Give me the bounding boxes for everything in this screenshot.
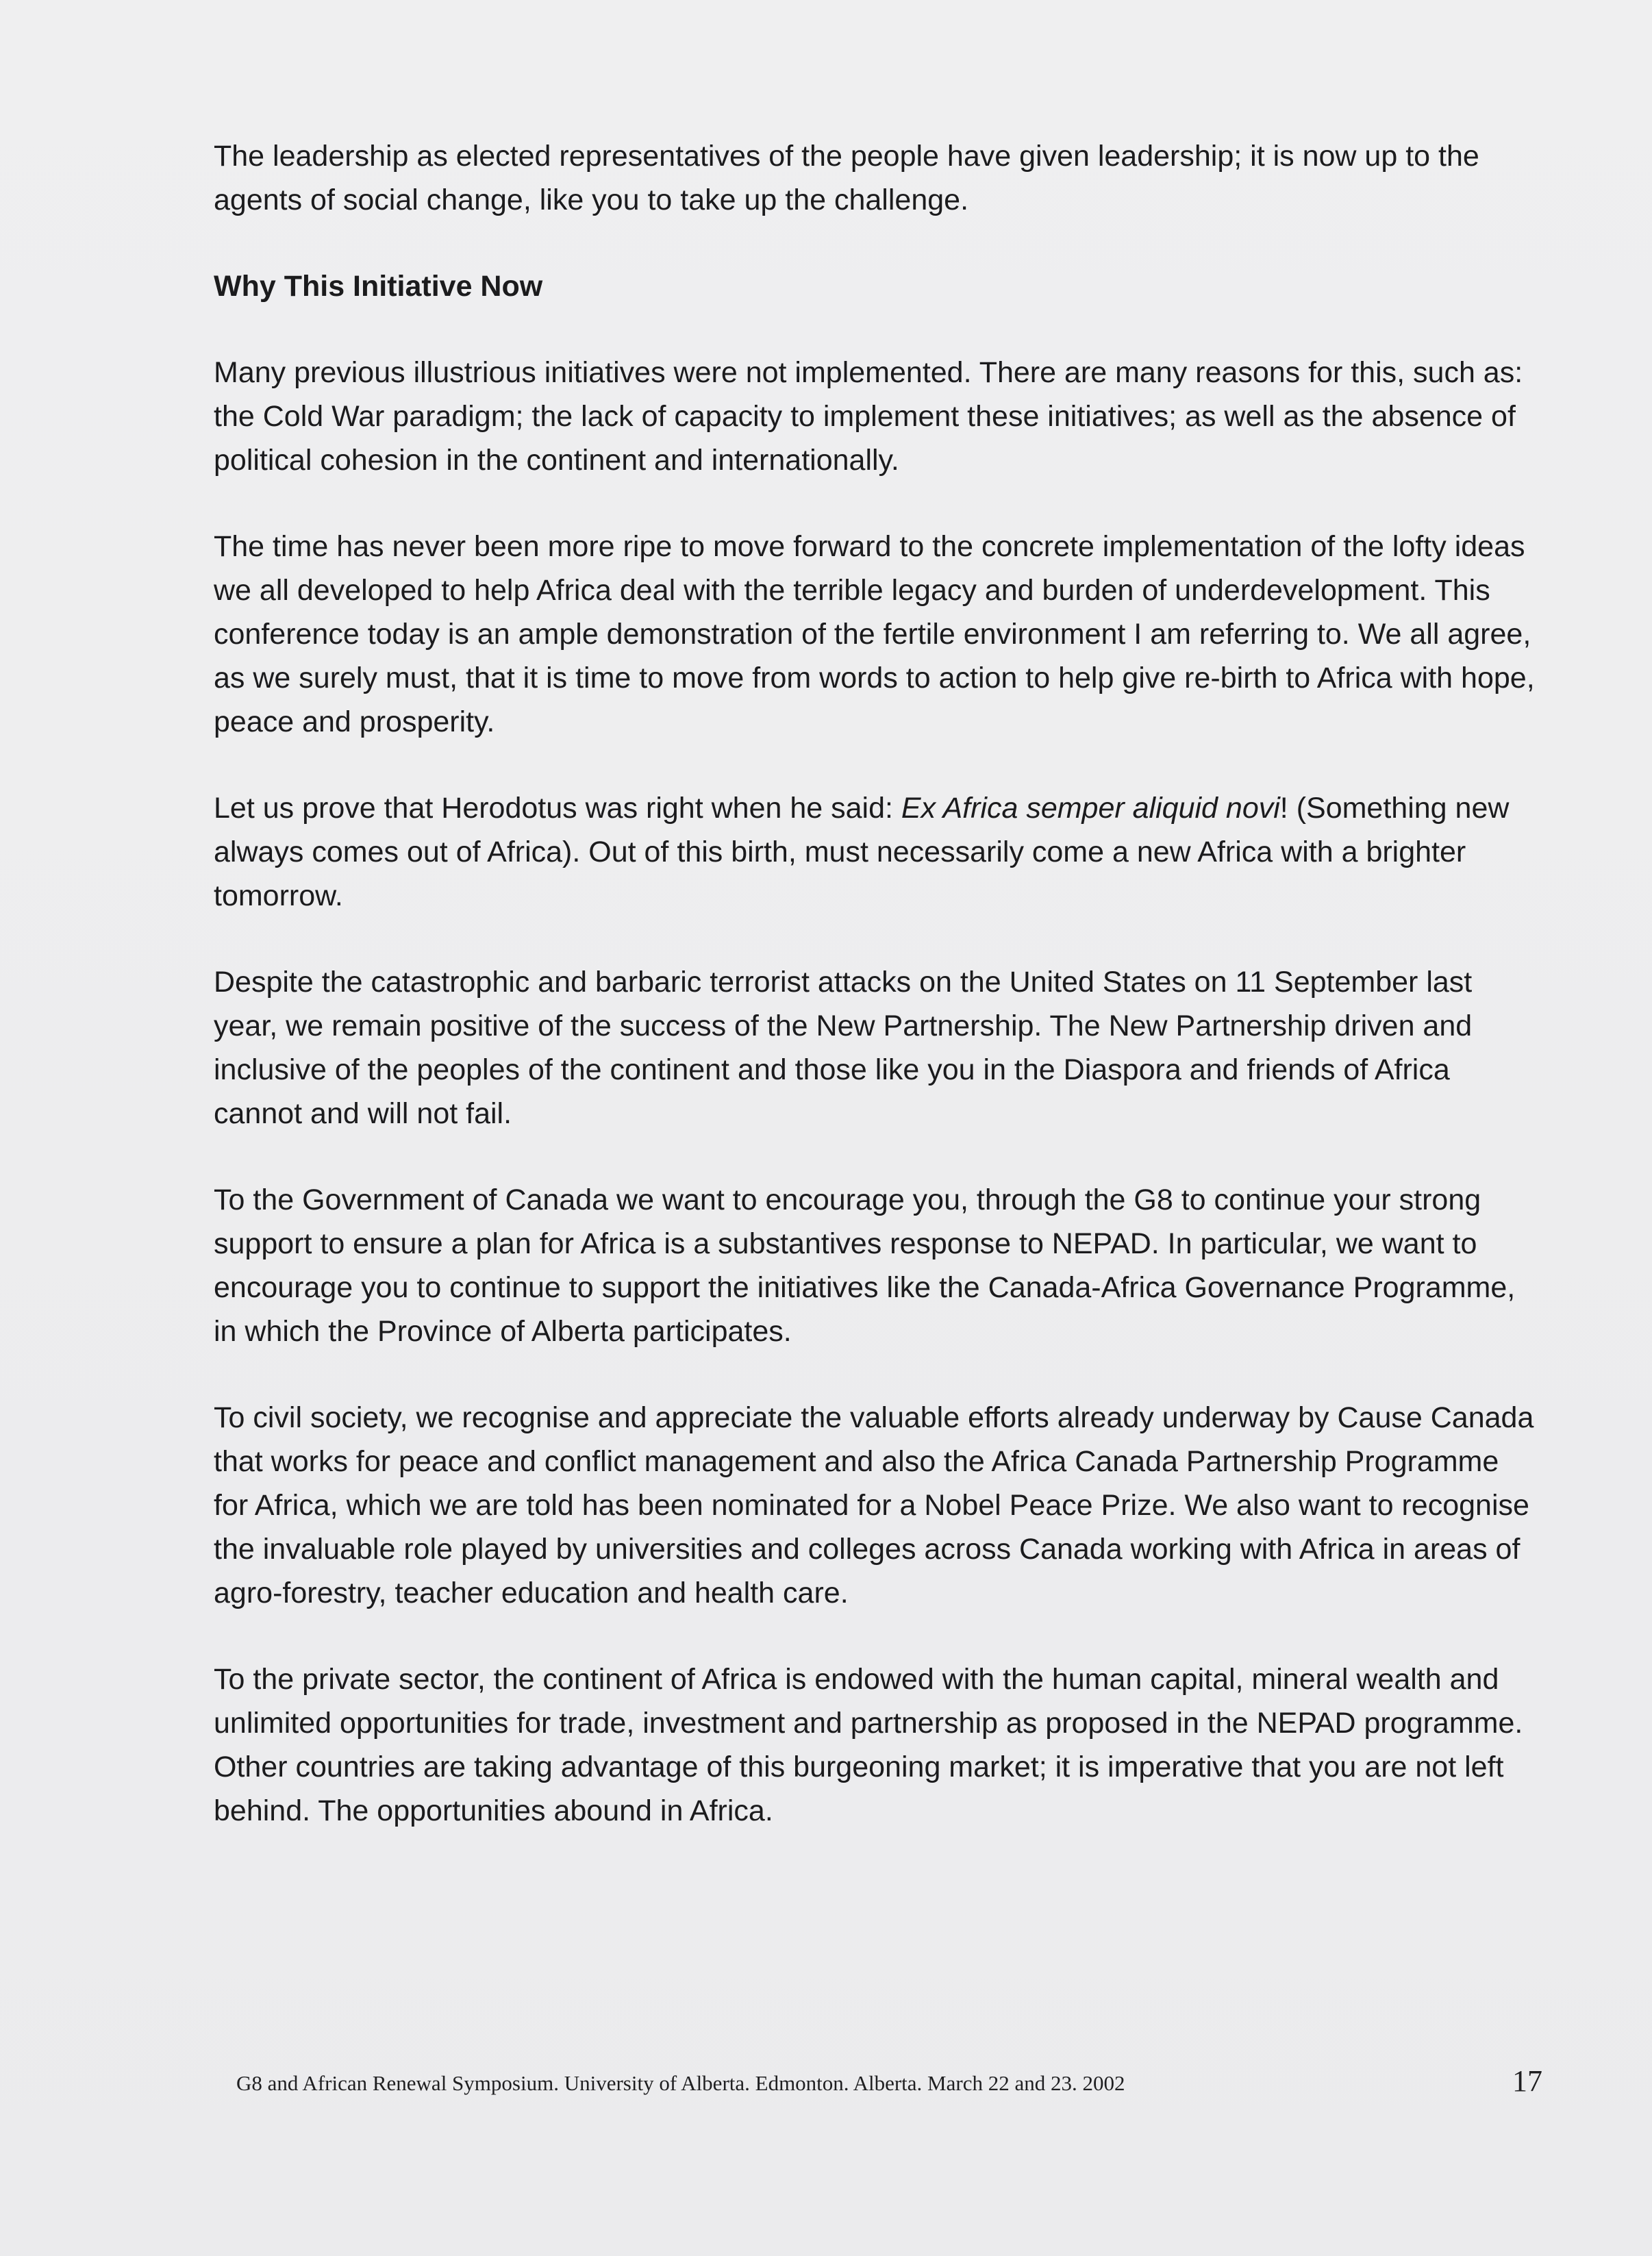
paragraph-private-sector: To the private sector, the continent of Africa is endowed with the human capital, mineral wealth and unlimited opportunities for trade, investment and partnership as proposed in the NEPAD programme. Other countries are taking advantage of this burgeoning market; it is imperative that you are not left behind. The opportunities abound in Africa. bbox=[214, 1663, 1523, 1827]
footer-citation: G8 and African Renewal Symposium. University of Alberta. Edmonton. Alberta. March 22 and 23. 2002 bbox=[236, 2071, 1125, 2095]
latin-quote: Ex Africa semper aliquid novi bbox=[901, 792, 1280, 825]
paragraph-previous-initiatives: Many previous illustrious initiatives were not implemented. There are many reasons for this, such as: the Cold War paradigm; the lack of capacity to implement these initiatives; as well as the absence of political cohesion in the continent and internationally. bbox=[214, 356, 1523, 477]
section-heading: Why This Initiative Now bbox=[214, 270, 543, 303]
page-number: 17 bbox=[1512, 2064, 1542, 2098]
paragraph-civil-society: To civil society, we recognise and appreciate the valuable efforts already underway by Cause Canada that works for peace and conflict management and also the Africa Canada Partnership Programme for Africa, which we are told has been nominated for a Nobel Peace Prize. We also want to recognise the invaluable role played by universities and colleges across Canada working with Africa in areas of agro-forestry, teacher education and health care. bbox=[214, 1401, 1534, 1609]
paragraph-time-ripe: The time has never been more ripe to move forward to the concrete implementation of the lofty ideas we all developed to help Africa deal with the terrible legacy and burden of underdevelopment. This conference today is an ample demonstration of the fertile environment I am referring to. We all agree, as we surely must, that it is time to move from words to action to help give re-birth to Africa with hope, peace and prosperity. bbox=[214, 530, 1535, 738]
paragraph-terrorist-attacks: Despite the catastrophic and barbaric terrorist attacks on the United States on 11 September last year, we remain positive of the success of the New Partnership. The New Partnership driven and inclusive of the peoples of the continent and those like you in the Diaspora and friends of Africa cannot and will not fail. bbox=[214, 966, 1473, 1130]
herodotus-tail: ! (Something new always comes out of Africa). Out of this birth, must necessarily come a new Africa with a brighter tomorrow. bbox=[214, 792, 1510, 912]
paragraph-leadership: The leadership as elected representatives of the people have given leadership; it is now up to the agents of social change, like you to take up the challenge. bbox=[214, 140, 1479, 216]
herodotus-lead: Let us prove that Herodotus was right when he said: bbox=[214, 792, 901, 825]
document-body bbox=[214, 134, 1539, 1875]
paragraph-herodotus bbox=[214, 786, 1539, 918]
paragraph-government-canada: To the Government of Canada we want to encourage you, through the G8 to continue your strong support to ensure a plan for Africa is a substantives response to NEPAD. In particular, we want to encourage you to continue to support the initiatives like the Canada-Africa Governance Programme, in which the Province of Alberta participates. bbox=[214, 1183, 1516, 1348]
